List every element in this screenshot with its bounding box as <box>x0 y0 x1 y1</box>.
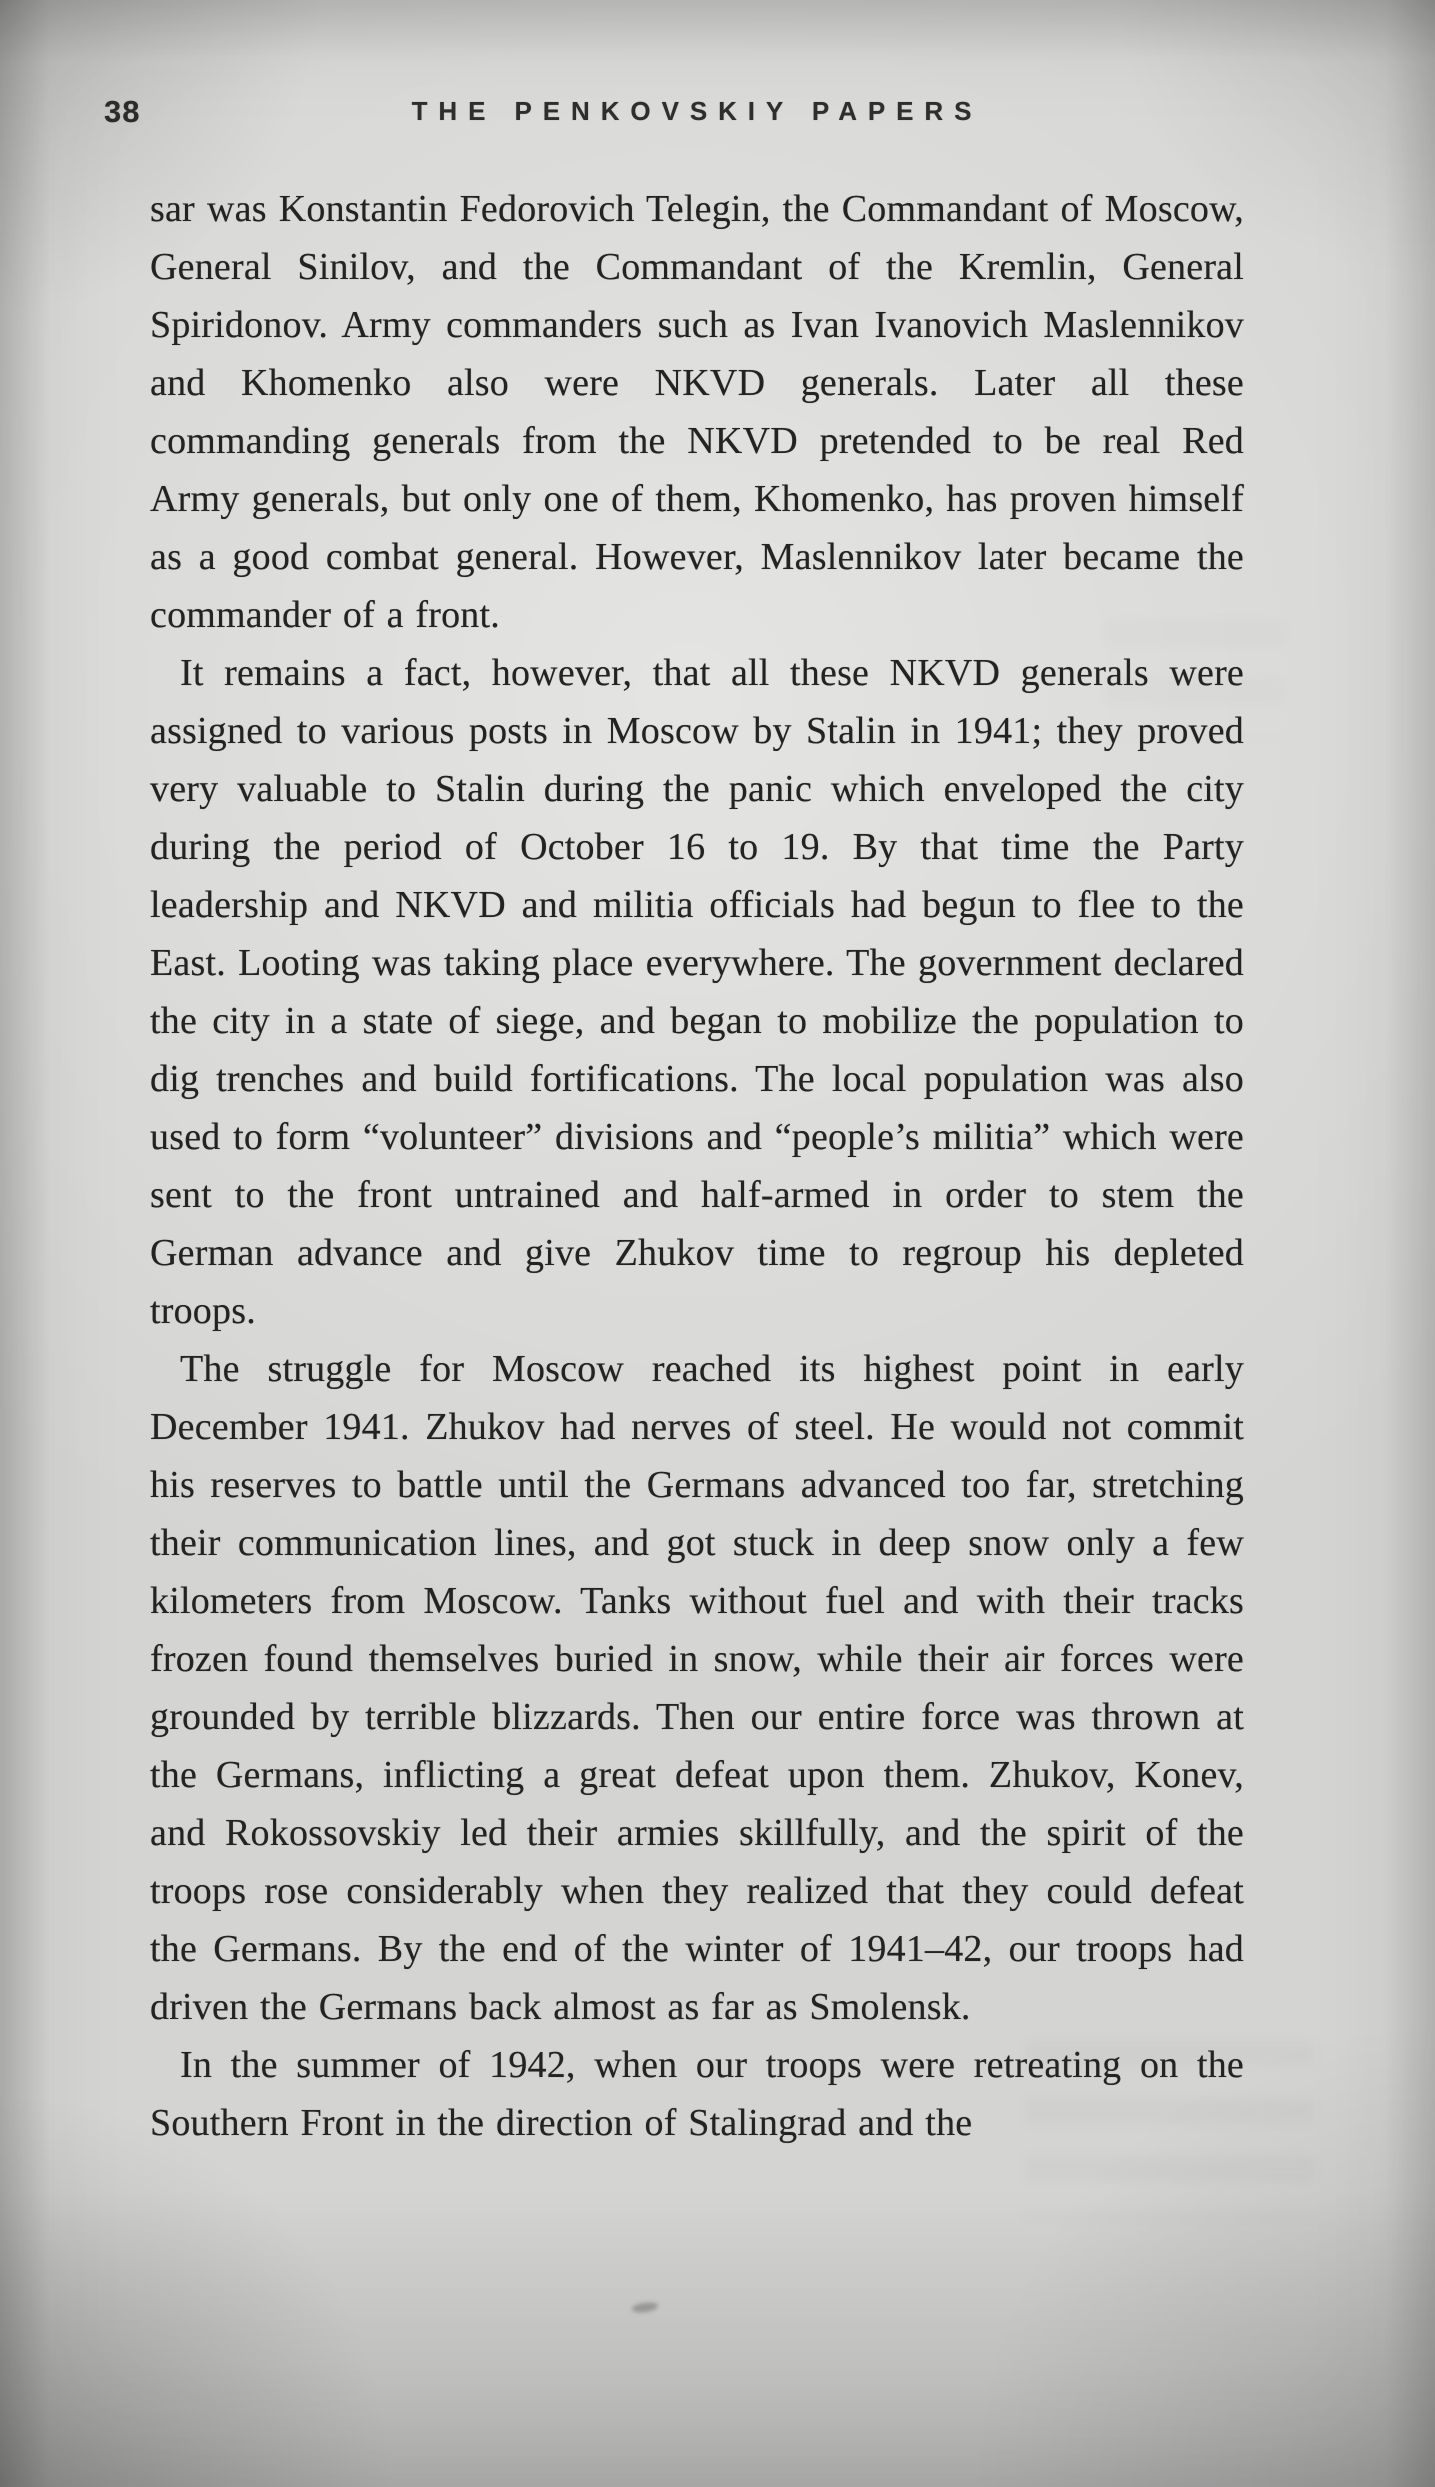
body-paragraph: It remains a fact, however, that all these NKVD generals were assigned to various posts in Moscow by Stalin in 1941; they proved very valuable to Stalin during the panic which enveloped the city during the period of October 16 to 19. By that time the Party leadership and NKVD and militia officials had begun to flee to the East. Looting was taking place everywhere. The government declared the city in a state of siege, and began to mobilize the population to dig trenches and build fortifications. The local population was also used to form “volunteer” divisions and “people’s militia” which were sent to the front untrained and half-armed in order to stem the German advance and give Zhukov time to regroup his depleted troops. <box>150 652 1244 1332</box>
page-number: 38 <box>104 94 141 129</box>
page-body <box>150 180 1244 2152</box>
running-title: THE PENKOVSKIY PAPERS <box>411 96 983 126</box>
scan-smudge <box>632 2302 659 2314</box>
body-paragraph: sar was Konstantin Fedorovich Telegin, the Commandant of Moscow, General Sinilov, and the Commandant of the Kremlin, General Spiridonov. Army commanders such as Ivan Ivanovich Maslennikov and Khomenko also were NKVD generals. Later all these commanding generals from the NKVD pretended to be real Red Army generals, but only one of them, Khomenko, has proven himself as a good combat general. However, Maslennikov later became the commander of a front. <box>150 188 1244 636</box>
body-paragraph: In the summer of 1942, when our troops were retreating on the Southern Front in the direction of Stalingrad and the <box>150 2044 1244 2144</box>
body-paragraph: The struggle for Moscow reached its highest point in early December 1941. Zhukov had nerves of steel. He would not commit his reserves to battle until the Germans advanced too far, stretching their communication lines, and got stuck in deep snow only a few kilometers from Moscow. Tanks without fuel and with their tracks frozen found themselves buried in snow, while their air forces were grounded by terrible blizzards. Then our entire force was thrown at the Germans, inflicting a great defeat upon them. Zhukov, Konev, and Rokossovskiy led their armies skillfully, and the spirit of the troops rose considerably when they realized that they could defeat the Germans. By the end of the winter of 1941–42, our troops had driven the Germans back almost as far as Smolensk. <box>150 1348 1244 2028</box>
running-head <box>104 92 1244 134</box>
